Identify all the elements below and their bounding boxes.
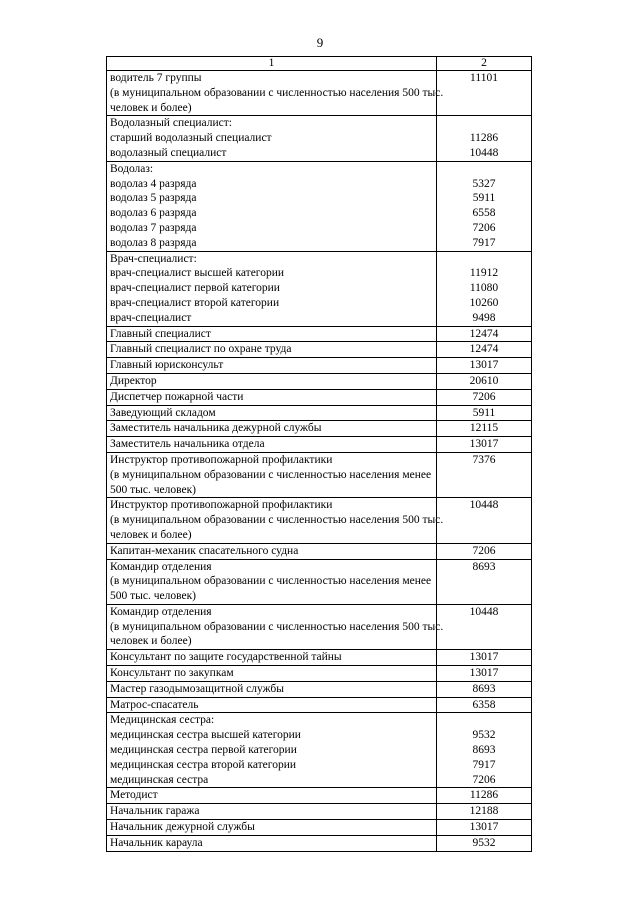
salary-cell xyxy=(437,71,532,116)
table-row xyxy=(107,681,532,697)
salary-value: 7206 xyxy=(472,773,496,786)
position-cell xyxy=(107,358,437,374)
position-cell xyxy=(107,543,437,559)
salary-value xyxy=(440,634,528,649)
position-cell xyxy=(107,666,437,682)
position-line: водолаз 4 разряда xyxy=(110,177,197,190)
salary-value: 8693 xyxy=(472,744,496,757)
salary-cell xyxy=(437,326,532,342)
position-cell xyxy=(107,650,437,666)
salary-value: 11080 xyxy=(469,282,499,295)
salary-value: 12474 xyxy=(469,343,499,356)
position-line: врач-специалист второй категории xyxy=(110,296,280,309)
position-cell xyxy=(107,71,444,116)
salary-cell xyxy=(437,804,532,820)
position-cell xyxy=(107,389,437,405)
position-line: Мастер газодымозащитной службы xyxy=(110,682,284,695)
salary-value xyxy=(440,513,528,528)
table-row xyxy=(107,820,532,836)
table-row xyxy=(107,788,532,804)
position-cell xyxy=(107,681,437,697)
position-cell xyxy=(107,498,444,543)
salary-value: 12115 xyxy=(469,422,499,435)
salary-cell xyxy=(437,373,532,389)
position-cell xyxy=(107,421,437,437)
salary-value: 12474 xyxy=(469,327,499,340)
position-cell xyxy=(107,559,437,604)
position-line: водолаз 8 разряда xyxy=(110,236,197,249)
salary-cell xyxy=(437,342,532,358)
salary-cell xyxy=(437,820,532,836)
salary-value xyxy=(440,589,528,604)
position-line: Директор xyxy=(110,374,157,387)
position-line: Консультант по закупкам xyxy=(110,667,234,680)
table-row xyxy=(107,437,532,453)
position-line: Капитан-механик спасательного судна xyxy=(110,544,299,557)
salary-table xyxy=(106,56,532,852)
table-row xyxy=(107,342,532,358)
position-cell xyxy=(107,697,437,713)
position-cell xyxy=(107,713,437,788)
salary-cell xyxy=(437,405,532,421)
position-line: водолаз 7 разряда xyxy=(110,221,197,234)
salary-value: 7206 xyxy=(472,221,496,234)
salary-cell xyxy=(437,421,532,437)
salary-value: 9532 xyxy=(472,729,496,742)
table-header-row xyxy=(107,57,532,71)
position-line: Медицинская сестра: xyxy=(110,714,215,727)
table-row xyxy=(107,543,532,559)
table-row xyxy=(107,835,532,851)
position-cell xyxy=(107,326,437,342)
salary-value xyxy=(440,162,528,177)
position-cell xyxy=(107,820,437,836)
salary-cell xyxy=(437,389,532,405)
position-line: Водолаз: xyxy=(110,162,154,175)
salary-value: 9498 xyxy=(472,311,496,324)
salary-cell xyxy=(437,452,532,497)
salary-value xyxy=(440,620,528,635)
salary-value: 11286 xyxy=(469,132,499,145)
table-row xyxy=(107,804,532,820)
salary-value: 5911 xyxy=(472,406,496,419)
salary-value xyxy=(440,528,528,543)
position-line: Главный специалист по охране труда xyxy=(110,343,292,356)
salary-value: 8693 xyxy=(472,682,496,695)
position-line: водолаз 6 разряда xyxy=(110,207,197,220)
position-line: медицинская сестра первой категории xyxy=(110,744,297,757)
salary-value xyxy=(440,86,528,101)
salary-value xyxy=(440,116,528,131)
salary-cell xyxy=(437,650,532,666)
salary-cell xyxy=(437,251,532,326)
position-line: 500 тыс. человек) xyxy=(110,483,196,496)
salary-value: 11101 xyxy=(470,72,498,84)
salary-cell xyxy=(437,161,532,251)
salary-value: 7376 xyxy=(472,453,496,466)
position-cell xyxy=(107,116,437,161)
salary-value xyxy=(440,713,528,728)
salary-value: 11286 xyxy=(469,789,499,802)
position-cell xyxy=(107,452,437,497)
salary-value xyxy=(440,574,528,589)
header-col-2: 2 xyxy=(437,57,532,71)
position-line: Методист xyxy=(110,789,158,802)
salary-table-body xyxy=(107,57,532,852)
position-line: Главный специалист xyxy=(110,327,211,340)
table-row xyxy=(107,389,532,405)
salary-cell xyxy=(437,116,532,161)
position-line: Заместитель начальника отдела xyxy=(110,438,265,451)
salary-value xyxy=(440,101,528,116)
salary-cell xyxy=(437,498,532,543)
salary-value: 13017 xyxy=(469,821,499,834)
table-row xyxy=(107,650,532,666)
salary-value xyxy=(440,468,528,483)
position-line: человек и более) xyxy=(110,635,192,648)
salary-cell xyxy=(437,697,532,713)
salary-value: 13017 xyxy=(469,667,499,680)
table-row xyxy=(107,358,532,374)
salary-value: 10448 xyxy=(469,499,499,512)
position-line: Матрос-спасатель xyxy=(110,698,199,711)
position-line: человек и более) xyxy=(110,101,192,114)
position-line: Начальник дежурной службы xyxy=(110,821,255,834)
position-line: человек и более) xyxy=(110,528,192,541)
position-line: врач-специалист первой категории xyxy=(110,282,280,295)
salary-value: 8693 xyxy=(472,560,496,573)
salary-cell xyxy=(437,437,532,453)
table-row xyxy=(107,498,532,543)
position-line: Водолазный специалист: xyxy=(110,117,232,130)
position-line: Инструктор противопожарной профилактики xyxy=(110,499,333,512)
table-row xyxy=(107,405,532,421)
position-line: Главный юрисконсульт xyxy=(110,359,224,372)
salary-cell xyxy=(437,835,532,851)
position-cell xyxy=(107,604,444,649)
salary-value: 7917 xyxy=(472,236,496,249)
salary-value: 5911 xyxy=(472,192,496,205)
position-line: (в муниципальном образовании с численностью населения менее xyxy=(110,575,432,588)
position-line: 500 тыс. человек) xyxy=(110,590,196,603)
position-cell xyxy=(107,373,437,389)
table-row xyxy=(107,559,532,604)
salary-value: 6558 xyxy=(472,207,496,220)
table-row xyxy=(107,713,532,788)
salary-value: 6358 xyxy=(472,698,496,711)
header-col-1: 1 xyxy=(107,57,437,71)
table-row xyxy=(107,666,532,682)
position-cell xyxy=(107,405,437,421)
position-line: (в муниципальном образовании с численностью населения менее xyxy=(110,468,432,481)
table-row xyxy=(107,604,532,649)
salary-value: 5327 xyxy=(472,177,496,190)
table-row xyxy=(107,373,532,389)
position-line: Консультант по защите государственной тайны xyxy=(110,651,342,664)
position-line: врач-специалист высшей категории xyxy=(110,267,285,280)
position-cell xyxy=(107,437,437,453)
position-line: Заведующий складом xyxy=(110,406,216,419)
salary-cell xyxy=(437,543,532,559)
salary-value: 11912 xyxy=(469,267,499,280)
position-cell xyxy=(107,161,437,251)
salary-value xyxy=(440,483,528,498)
salary-cell xyxy=(437,713,532,788)
position-line: Командир отделения xyxy=(110,560,212,573)
position-cell xyxy=(107,251,437,326)
salary-value: 13017 xyxy=(469,359,499,372)
position-cell xyxy=(107,342,437,358)
position-line: врач-специалист xyxy=(110,311,192,324)
table-row xyxy=(107,251,532,326)
table-row xyxy=(107,421,532,437)
salary-cell xyxy=(437,604,532,649)
position-line: Инструктор противопожарной профилактики xyxy=(110,453,333,466)
salary-value: 9532 xyxy=(472,836,496,849)
salary-value: 13017 xyxy=(469,438,499,451)
table-row xyxy=(107,452,532,497)
salary-value: 10448 xyxy=(469,146,499,159)
salary-value: 7917 xyxy=(472,758,496,771)
position-line: медицинская сестра второй категории xyxy=(110,758,297,771)
salary-cell xyxy=(437,788,532,804)
table-row xyxy=(107,326,532,342)
salary-value: 13017 xyxy=(469,651,499,664)
salary-value: 12188 xyxy=(469,805,499,818)
position-cell xyxy=(107,804,437,820)
salary-value: 20610 xyxy=(469,374,499,387)
position-line: водолазный специалист xyxy=(110,146,227,159)
salary-cell xyxy=(437,666,532,682)
position-line: медицинская сестра высшей категории xyxy=(110,729,301,742)
salary-value: 7206 xyxy=(472,544,496,557)
salary-value xyxy=(440,252,528,267)
position-line: (в муниципальном образовании с численностью населения 500 тыс. xyxy=(110,86,444,99)
salary-value: 10260 xyxy=(469,296,499,309)
position-cell xyxy=(107,835,437,851)
position-line: старший водолазный специалист xyxy=(110,132,272,145)
position-line: Начальник караула xyxy=(110,836,203,849)
salary-cell xyxy=(437,559,532,604)
page-number: 9 xyxy=(316,35,324,50)
position-line: Врач-специалист: xyxy=(110,252,197,265)
salary-value: 10448 xyxy=(469,605,499,618)
table-row xyxy=(107,116,532,161)
position-line: Командир отделения xyxy=(110,605,212,618)
position-line: Заместитель начальника дежурной службы xyxy=(110,422,322,435)
position-line: водитель 7 группы xyxy=(110,72,202,84)
position-line: (в муниципальном образовании с численностью населения 500 тыс. xyxy=(110,620,444,633)
position-line: медицинская сестра xyxy=(110,773,209,786)
position-cell xyxy=(107,788,437,804)
position-line: Начальник гаража xyxy=(110,805,200,818)
position-line: водолаз 5 разряда xyxy=(110,192,197,205)
table-row xyxy=(107,71,532,116)
table-row xyxy=(107,697,532,713)
salary-value: 7206 xyxy=(472,390,496,403)
position-line: (в муниципальном образовании с численностью населения 500 тыс. xyxy=(110,514,444,527)
table-row xyxy=(107,161,532,251)
salary-cell xyxy=(437,681,532,697)
salary-cell xyxy=(437,358,532,374)
position-line: Диспетчер пожарной части xyxy=(110,390,244,403)
